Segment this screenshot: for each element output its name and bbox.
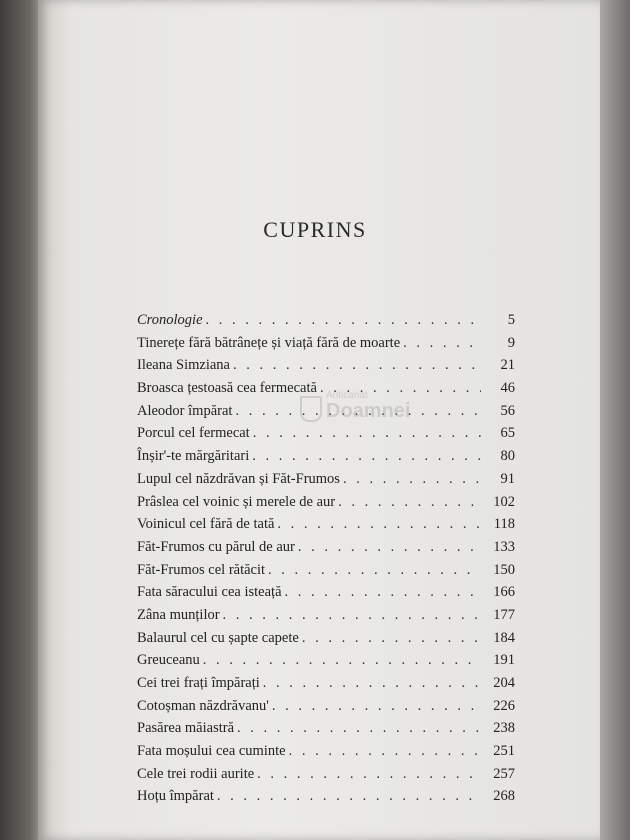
- page-title: CUPRINS: [263, 217, 367, 242]
- toc-entry-page-number: 150: [493, 561, 515, 578]
- toc-entry-title: Greuceanu: [137, 652, 200, 669]
- toc-entry: [137, 743, 515, 766]
- toc-entry: [137, 516, 515, 539]
- dot-leader: [217, 788, 481, 805]
- dot-leader: [302, 630, 481, 647]
- toc-entry: [137, 607, 515, 630]
- table-of-contents: [137, 312, 515, 811]
- toc-entry-title: Făt-Frumos cu părul de aur: [137, 538, 295, 555]
- dot-leader: [289, 743, 481, 760]
- toc-entry: [137, 448, 515, 471]
- toc-entry: [137, 471, 515, 494]
- dot-leader: [285, 584, 481, 601]
- toc-entry-page-number: 166: [493, 584, 515, 601]
- toc-entry-title: Porcul cel fermecat: [137, 425, 250, 442]
- toc-entry: [137, 698, 515, 721]
- dot-leader: [268, 562, 481, 579]
- toc-entry: [137, 630, 515, 653]
- toc-entry-title: Cei trei frați împărați: [137, 675, 260, 691]
- toc-entry-title: Cotoșman năzdrăvanu': [137, 697, 269, 714]
- watermark: [300, 390, 410, 440]
- toc-entry-page-number: 177: [493, 606, 515, 623]
- dot-leader: [272, 698, 481, 715]
- toc-entry-title: Aleodor împărat: [137, 402, 233, 419]
- toc-entry: [137, 788, 515, 811]
- dot-leader: [277, 516, 481, 533]
- toc-entry-page-number: 133: [493, 538, 515, 555]
- toc-entry-page-number: 204: [493, 675, 515, 691]
- dot-leader: [203, 652, 481, 669]
- toc-entry-title: Cronologie: [137, 312, 203, 328]
- watermark-line-1: Anticariat: [326, 390, 368, 401]
- toc-entry: [137, 562, 515, 585]
- dot-leader: [403, 335, 481, 352]
- dot-leader: [206, 312, 481, 329]
- toc-entry-page-number: 251: [493, 743, 515, 760]
- watermark-text: [326, 390, 410, 421]
- toc-entry-page-number: 9: [507, 334, 515, 351]
- watermark-line-2: Doamnei: [326, 400, 411, 422]
- toc-entry-title: Cele trei rodii aurite: [137, 765, 255, 782]
- toc-entry-title: Tinerețe fără bătrânețe și viață fără de moarte: [137, 334, 401, 351]
- toc-entry-title: Lupul cel năzdrăvan și Făt-Frumos: [137, 470, 340, 487]
- toc-entry-page-number: 102: [493, 493, 515, 510]
- dot-leader: [223, 607, 481, 624]
- dot-leader: [252, 448, 481, 465]
- dot-leader: [298, 539, 481, 556]
- toc-entry-page-number: 5: [507, 312, 515, 328]
- dot-leader: [233, 357, 481, 374]
- dot-leader: [263, 675, 481, 692]
- toc-entry-title: Zâna munților: [137, 606, 220, 623]
- shield-icon: [300, 396, 322, 422]
- toc-entry-title: Fata săracului cea isteață: [137, 584, 282, 601]
- toc-entry-title: Fata moșului cea cuminte: [137, 743, 286, 760]
- toc-entry-page-number: 65: [500, 425, 515, 442]
- toc-entry: [137, 766, 515, 789]
- toc-entry-page-number: 226: [493, 697, 515, 714]
- toc-entry: [137, 312, 515, 335]
- toc-entry: [137, 584, 515, 607]
- toc-entry-title: Balaurul cel cu șapte capete: [137, 629, 299, 646]
- toc-entry-title: Ileana Simziana: [137, 357, 230, 374]
- toc-entry-page-number: 80: [500, 448, 515, 465]
- toc-entry: [137, 652, 515, 675]
- toc-entry-page-number: 91: [500, 470, 515, 487]
- toc-entry: [137, 539, 515, 562]
- page-edge-shadow: [600, 0, 630, 840]
- toc-entry-title: Făt-Frumos cel rătăcit: [137, 561, 266, 578]
- toc-entry: [137, 357, 515, 380]
- dot-leader: [338, 494, 481, 511]
- toc-entry-page-number: 21: [500, 357, 515, 374]
- toc-entry: [137, 494, 515, 517]
- dot-leader: [343, 471, 481, 488]
- toc-entry-page-number: 257: [493, 765, 515, 782]
- toc-entry-page-number: 46: [500, 380, 515, 397]
- toc-entry-title: Înșir'-te mărgăritari: [137, 448, 250, 465]
- toc-entry-title: Hoțu împărat: [137, 788, 214, 805]
- toc-entry-page-number: 118: [493, 516, 515, 533]
- toc-entry-page-number: 238: [493, 720, 515, 737]
- toc-entry-title: Broasca țestoasă cea fermecată: [137, 380, 317, 397]
- toc-entry: [137, 675, 515, 698]
- toc-entry-page-number: 191: [493, 652, 515, 669]
- toc-entry: [137, 720, 515, 743]
- toc-entry-title: Pasărea măiastră: [137, 720, 235, 737]
- dot-leader: [237, 720, 481, 737]
- toc-entry-title: Prâslea cel voinic și merele de aur: [137, 493, 336, 510]
- toc-entry-page-number: 56: [500, 402, 515, 419]
- toc-entry-title: Voinicul cel fără de tată: [137, 516, 275, 533]
- dot-leader: [257, 766, 481, 783]
- toc-entry-page-number: 184: [493, 629, 515, 646]
- toc-entry-page-number: 268: [493, 788, 515, 805]
- toc-entry: [137, 335, 515, 358]
